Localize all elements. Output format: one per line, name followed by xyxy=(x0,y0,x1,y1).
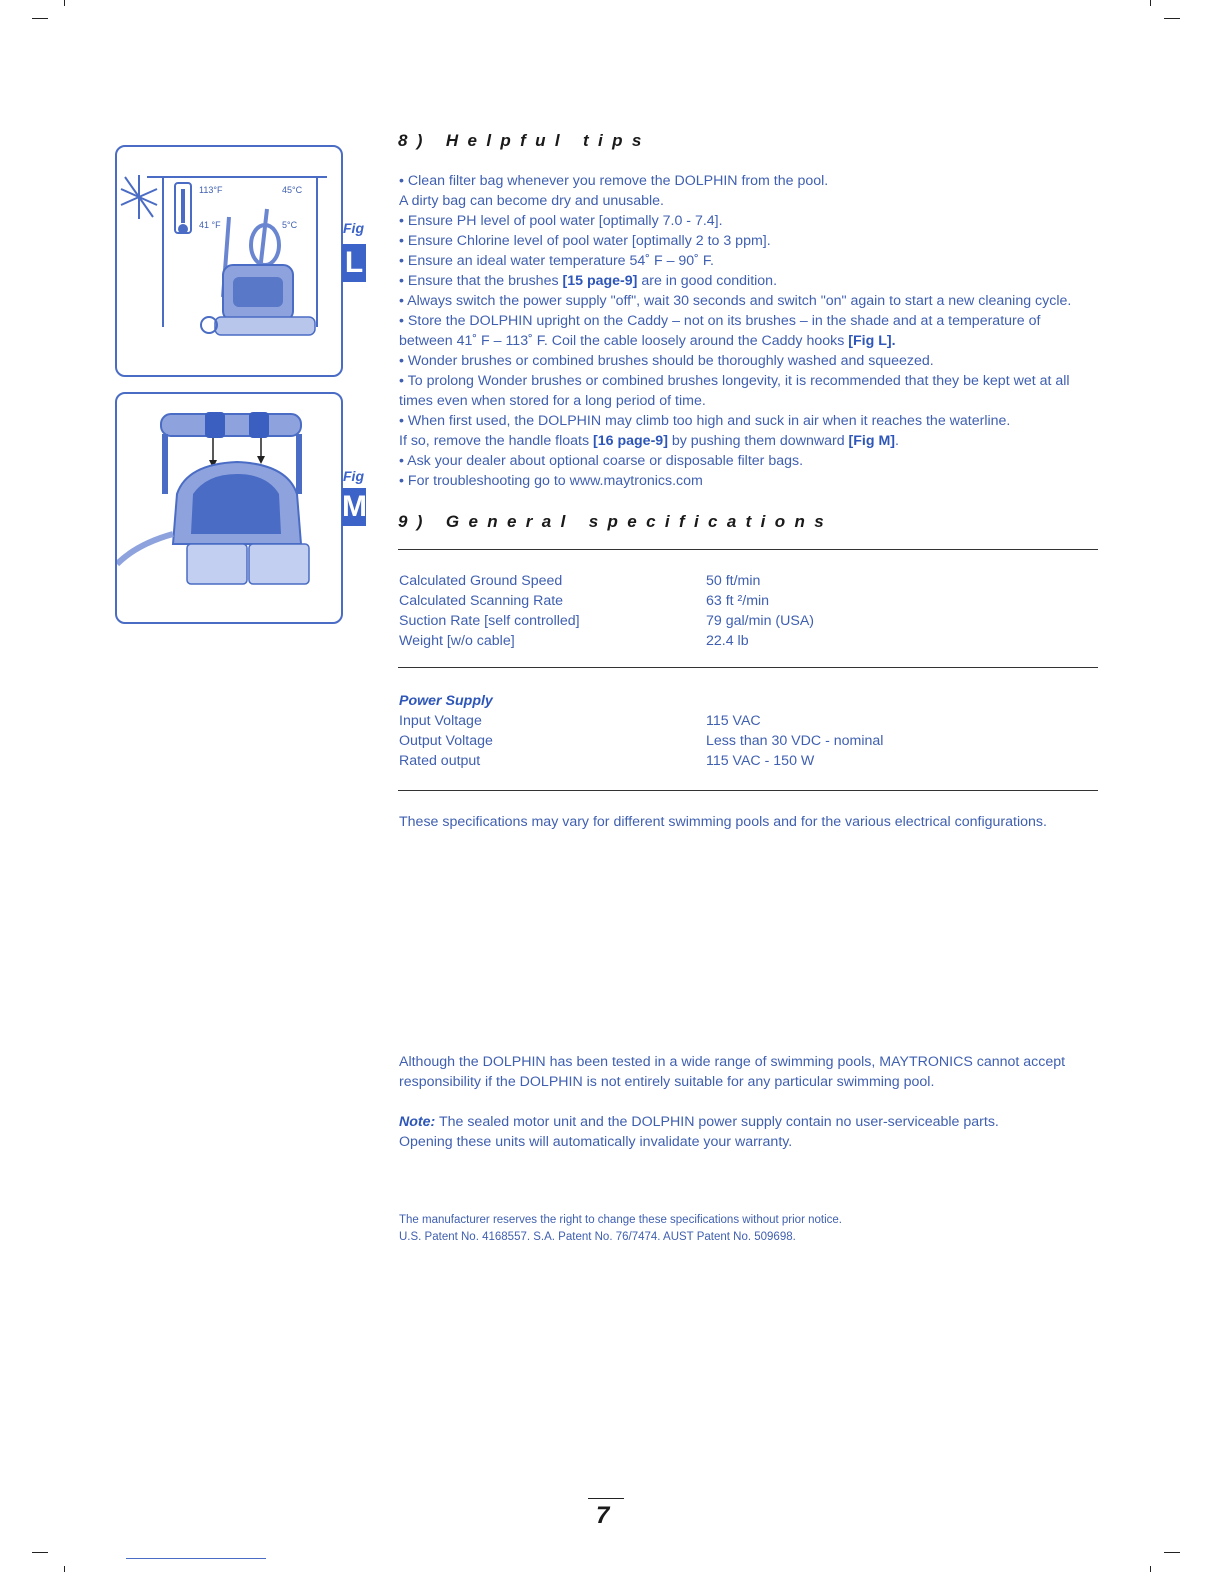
tip-reference: [Fig M] xyxy=(848,433,896,449)
spec-label: Suction Rate [self controlled] xyxy=(399,613,580,629)
temp-high-f: 113°F xyxy=(199,185,223,195)
page-number-rule xyxy=(588,1498,624,1499)
power-values xyxy=(706,711,883,771)
bottom-rule xyxy=(126,1558,266,1559)
tip-text: • To prolong Wonder brushes or combined brushes longevity, it is recommended that they be kept wet at all xyxy=(399,373,1070,389)
tip-text: • Store the DOLPHIN upright on the Caddy – not on its brushes – in the shade and at a temperature of xyxy=(399,313,1041,329)
power-value: 115 VAC xyxy=(706,713,761,729)
tip-text: • Ask your dealer about optional coarse or disposable filter bags. xyxy=(399,453,804,469)
figure-m-letter: M xyxy=(342,488,366,526)
tip-line xyxy=(399,231,1119,251)
tip-text: • Wonder brushes or combined brushes should be thoroughly washed and squeezed. xyxy=(399,353,934,369)
crop-mark xyxy=(64,1566,65,1572)
note-text: Opening these units will automatically invalidate your warranty. xyxy=(399,1134,793,1150)
crop-mark xyxy=(32,18,48,19)
spec-values xyxy=(706,571,814,651)
tip-text: between 41˚ F – 113˚ F. Coil the cable loosely around the Caddy hooks xyxy=(399,333,849,349)
tip-line xyxy=(399,291,1119,311)
disclaimer-line: responsibility if the DOLPHIN is not entirely suitable for any particular swimming pool. xyxy=(399,1074,935,1090)
fine-print-line: The manufacturer reserves the right to change these specifications without prior notice. xyxy=(399,1214,842,1226)
power-supply-heading: Power Supply xyxy=(399,693,493,709)
spec-rule-bottom xyxy=(398,790,1098,791)
crop-mark xyxy=(1164,1552,1180,1553)
temp-low-c: 5°C xyxy=(282,220,298,230)
section-9-heading: 9) General specifications xyxy=(398,512,833,531)
tip-line xyxy=(399,171,1119,191)
note-label: Note: xyxy=(399,1114,436,1130)
power-value: Less than 30 VDC - nominal xyxy=(706,733,884,749)
page-number: 7 xyxy=(596,1502,610,1529)
tip-text: • Ensure PH level of pool water [optimally 7.0 - 7.4]. xyxy=(399,213,723,229)
crop-mark xyxy=(1164,18,1180,19)
tip-text: • When first used, the DOLPHIN may climb too high and suck in air when it reaches the waterline. xyxy=(399,413,1011,429)
tip-text: A dirty bag can become dry and unusable. xyxy=(399,193,665,209)
tip-line xyxy=(399,311,1119,331)
tip-line xyxy=(399,451,1119,471)
section-8-heading: 8) Helpful tips xyxy=(398,131,651,150)
temp-low-f: 41 °F xyxy=(199,220,221,230)
tip-text: • Clean filter bag whenever you remove the DOLPHIN from the pool. xyxy=(399,173,829,189)
fine-print xyxy=(399,1212,842,1246)
note-text: The sealed motor unit and the DOLPHIN power supply contain no user-serviceable parts. xyxy=(435,1114,999,1130)
spec-labels xyxy=(399,571,580,651)
crop-mark xyxy=(32,1552,48,1553)
tip-line xyxy=(399,251,1119,271)
tip-line xyxy=(399,411,1119,431)
spec-value: 63 ft ²/min xyxy=(706,593,770,609)
power-labels xyxy=(399,691,493,771)
figure-m-label: Fig xyxy=(343,468,364,484)
tip-reference: [Fig L]. xyxy=(848,333,896,349)
tip-line xyxy=(399,331,1119,351)
crop-mark xyxy=(1150,1566,1151,1572)
disclaimer-line: Although the DOLPHIN has been tested in a wide range of swimming pools, MAYTRONICS cannot accept xyxy=(399,1054,1066,1070)
disclaimer xyxy=(399,1052,1099,1092)
tips-list xyxy=(399,171,1119,491)
spec-label: Calculated Ground Speed xyxy=(399,573,563,589)
tip-line xyxy=(399,191,1119,211)
spec-label: Weight [w/o cable] xyxy=(399,633,515,649)
spec-value: 50 ft/min xyxy=(706,573,761,589)
figure-m-box xyxy=(115,392,343,624)
spec-rule-top xyxy=(398,549,1098,550)
tip-line xyxy=(399,371,1119,391)
spec-value: 22.4 lb xyxy=(706,633,749,649)
tip-text: by pushing them downward xyxy=(667,433,849,449)
tip-text: • Ensure that the brushes xyxy=(399,273,563,289)
power-label: Input Voltage xyxy=(399,713,482,729)
tip-text: If so, remove the handle floats xyxy=(399,433,594,449)
figure-l-letter: L xyxy=(342,244,366,282)
tip-text: • For troubleshooting go to www.maytronics.com xyxy=(399,473,703,489)
variance-note: These specifications may vary for different swimming pools and for the various electrical configurations. xyxy=(399,814,1047,830)
tip-line xyxy=(399,271,1119,291)
crop-mark xyxy=(1150,0,1151,6)
tip-reference: [16 page-9] xyxy=(593,433,668,449)
tip-text: • Ensure an ideal water temperature 54˚ F – 90˚ F. xyxy=(399,253,714,269)
figure-l-label: Fig xyxy=(343,220,364,236)
tip-text: times even when stored for a long period of time. xyxy=(399,393,706,409)
robot-illustration xyxy=(117,394,341,622)
tip-line xyxy=(399,471,1119,491)
note xyxy=(399,1112,1099,1152)
fine-print-line: U.S. Patent No. 4168557. S.A. Patent No. 76/7474. AUST Patent No. 509698. xyxy=(399,1231,796,1243)
tip-text: are in good condition. xyxy=(637,273,778,289)
tip-line xyxy=(399,391,1119,411)
temp-high-c: 45°C xyxy=(282,185,303,195)
spec-rule-middle xyxy=(398,667,1098,668)
tip-line xyxy=(399,351,1119,371)
crop-mark xyxy=(64,0,65,6)
tip-text: • Always switch the power supply "off", wait 30 seconds and switch "on" again to start a new cleaning cycle. xyxy=(399,293,1072,309)
power-label: Output Voltage xyxy=(399,733,493,749)
spec-value: 79 gal/min (USA) xyxy=(706,613,815,629)
caddy-illustration xyxy=(117,147,341,375)
power-value: 115 VAC - 150 W xyxy=(706,753,815,769)
tip-reference: [15 page-9] xyxy=(562,273,638,289)
tip-line xyxy=(399,211,1119,231)
tip-line xyxy=(399,431,1119,451)
spec-label: Calculated Scanning Rate xyxy=(399,593,564,609)
tip-text: . xyxy=(895,433,899,449)
power-label: Rated output xyxy=(399,753,481,769)
tip-text: • Ensure Chlorine level of pool water [optimally 2 to 3 ppm]. xyxy=(399,233,771,249)
figure-l-box xyxy=(115,145,343,377)
